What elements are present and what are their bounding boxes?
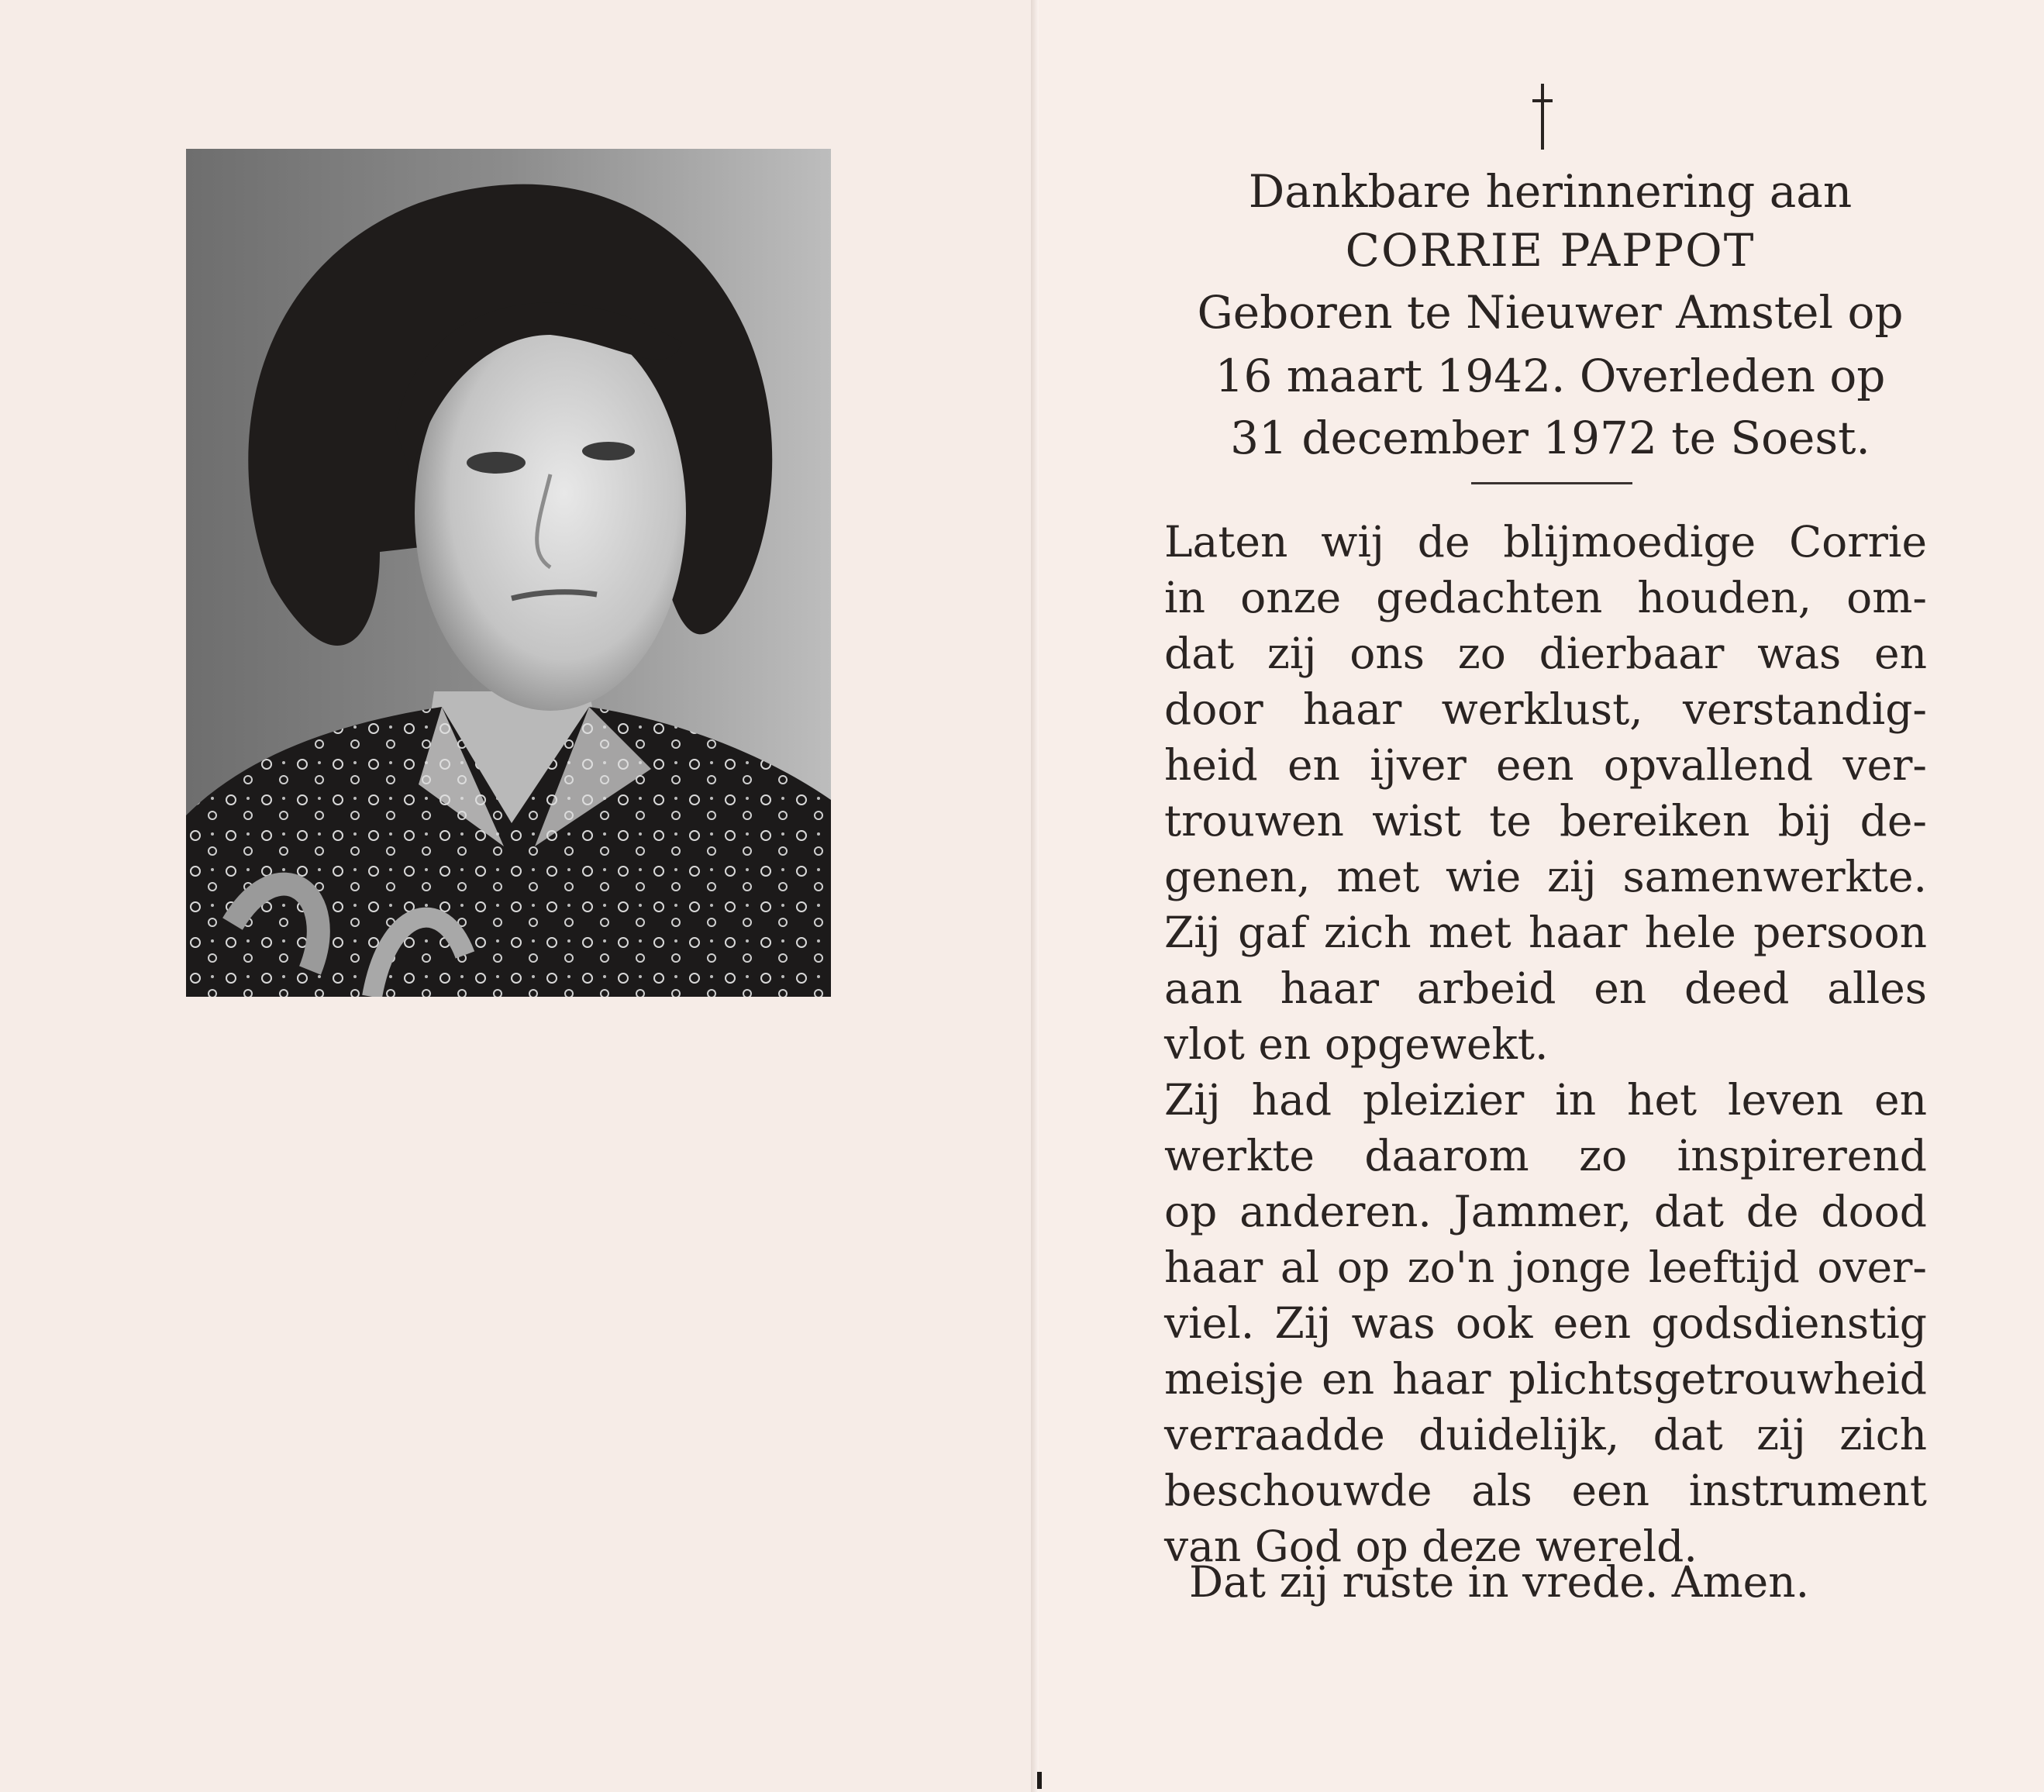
body-line: verraadde duidelijk, dat zij zich [1164,1410,1927,1459]
body-line: werkte daarom zo inspirerend [1164,1131,1927,1180]
body-line: trouwen wist te bereiken bij de- [1164,796,1927,846]
body-line: meisje en haar plichtsgetrouwheid [1164,1354,1927,1404]
cross-icon [1531,84,1554,150]
body-line: aan haar arbeid en deed alles [1164,963,1927,1013]
divider-line [1471,482,1632,484]
birth-line-3: 31 december 1972 te Soest. [1230,412,1870,464]
body-line: Zij had pleizier in het leven en [1164,1075,1927,1125]
portrait-image [186,149,831,997]
scan-speck [1037,1772,1042,1789]
heading: Dankbare herinnering aan [1248,165,1853,218]
closing-prayer: Dat zij ruste in vrede. Amen. [1189,1557,1810,1607]
body-line: dat zij ons zo dierbaar was en [1164,629,1927,678]
body-line: door haar werklust, verstandig- [1164,684,1927,734]
card-fold [1031,0,1039,1792]
body-line: beschouwde als een instrument [1164,1466,1927,1515]
body-line: op anderen. Jammer, dat de dood [1164,1187,1927,1236]
deceased-name: CORRIE PAPPOT [1345,224,1756,277]
body-line: Zij gaf zich met haar hele persoon [1164,908,1927,957]
body-line: genen, met wie zij samenwerkte. [1164,852,1927,901]
body-line: haar al op zo'n jonge leeftijd over- [1164,1242,1927,1292]
body-line: Laten wij de blijmoedige Corrie [1164,517,1927,567]
birth-line-2: 16 maart 1942. Overleden op [1215,350,1886,402]
body-line: in onze gedachten houden, om- [1164,573,1927,622]
body-line: van God op deze wereld. [1164,1521,1698,1571]
body-line: vlot en opgewekt. [1164,1019,1549,1069]
portrait-photo [186,149,831,997]
body-line: heid en ijver een opvallend ver- [1164,740,1927,790]
birth-line-1: Geboren te Nieuwer Amstel op [1197,286,1904,339]
body-line: viel. Zij was ook een godsdienstig [1164,1298,1927,1348]
